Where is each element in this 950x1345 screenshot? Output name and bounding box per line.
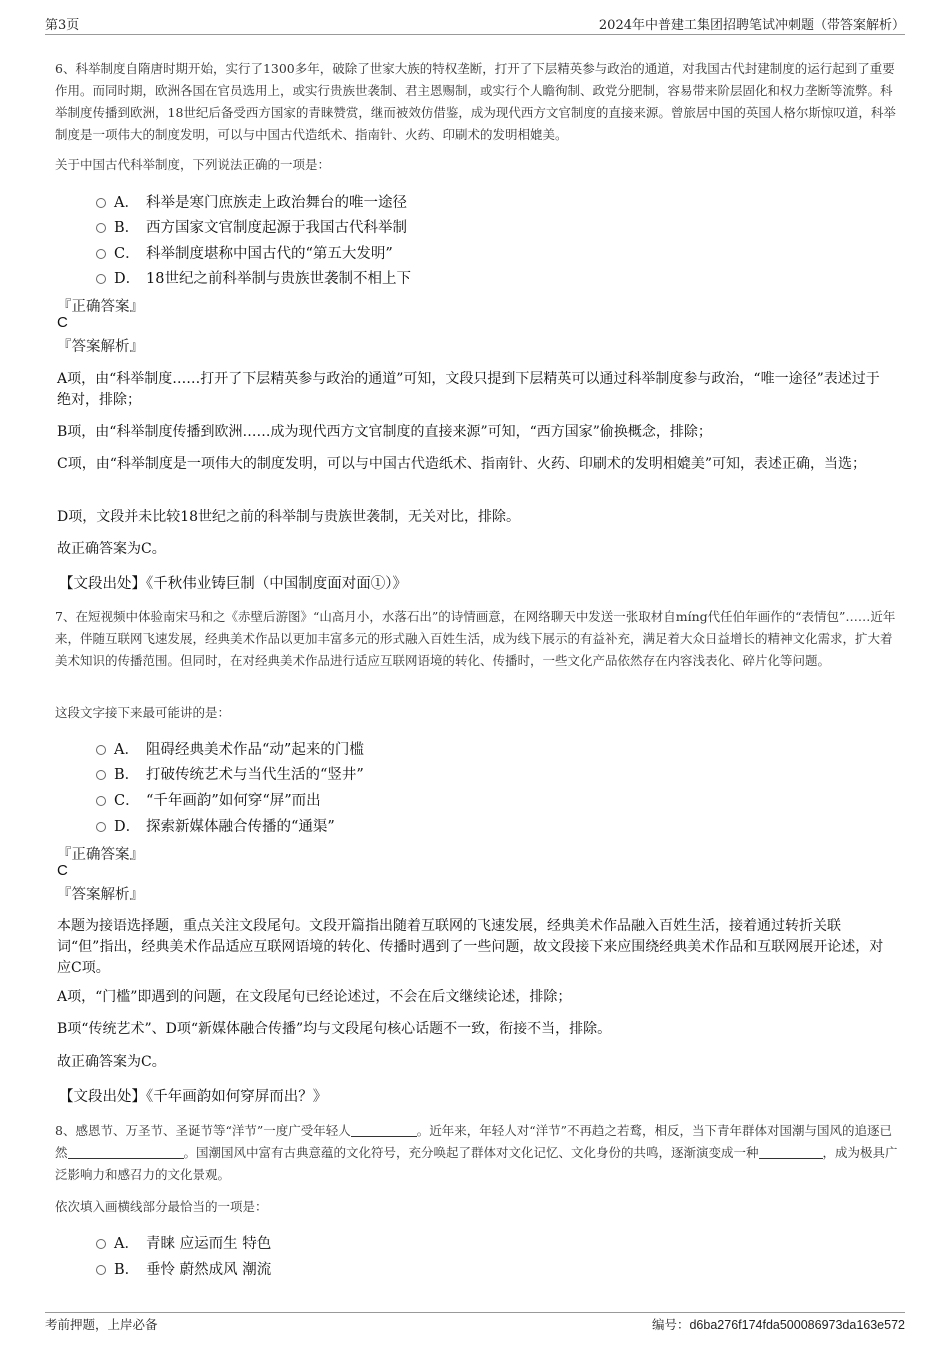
q6-analysis-a: A项，由“科举制度……打开了下层精英参与政治的通道”可知，文段只提到下层精英可以通过科举制度参与政治，“唯一途径”表述过于绝对，排除； bbox=[57, 371, 880, 408]
blank-3[interactable] bbox=[759, 1145, 823, 1159]
q6-analysis-label: 『答案解析』 bbox=[57, 339, 144, 355]
q7-analysis-main: 本题为接语选择题，重点关注文段尾句。文段开篇指出随着互联网的飞速发展，经典美术作品融入百姓生活，接着通过转折关联词“但”指出，经典美术作品适应互联网语境的转化、传播时遇到了一些问题，故文段接下来应围绕经典美术作品和互联网展开论述，对应C项。 bbox=[57, 918, 884, 976]
q7-analysis-a: A项，“门槛”即遇到的问题，在文段尾句已经论述过，不会在后文继续论述，排除； bbox=[57, 989, 572, 1005]
radio-icon[interactable] bbox=[96, 249, 106, 259]
q6-analysis-b: B项，由“科举制度传播到欧洲……成为现代西方文官制度的直接来源”可知，“西方国家”偷换概念，排除； bbox=[57, 424, 712, 440]
document-code: 编号：d6ba276f174fda500086973da163e572 bbox=[651, 1317, 905, 1332]
radio-icon[interactable] bbox=[96, 223, 106, 233]
blank-2[interactable] bbox=[68, 1145, 184, 1159]
q6-option-c[interactable]: C． 科举制度堪称中国古代的“第五大发明” bbox=[96, 242, 393, 263]
q6-analysis-d: D项，文段并未比较18世纪之前的科举制与贵族世袭制，无关对比，排除。 bbox=[57, 509, 521, 525]
footer-slogan: 考前押题，上岸必备 bbox=[45, 1317, 158, 1332]
q7-source: 【文段出处】《千年画韵如何穿屏而出？》 bbox=[59, 1089, 328, 1105]
page-header bbox=[45, 14, 905, 35]
q8-ask: 依次填入画横线部分最恰当的一项是： bbox=[55, 1199, 268, 1214]
q6-source: 【文段出处】《千秋伟业铸巨制（中国制度面对面①）》 bbox=[59, 576, 407, 592]
q6-option-b[interactable]: B． 西方国家文官制度起源于我国古代科举制 bbox=[96, 216, 407, 237]
q7-analysis-bd: B项“传统艺术”、D项“新媒体融合传播”均与文段尾句核心话题不一致，衔接不当，排除。 bbox=[57, 1021, 612, 1037]
q6-ask: 关于中国古代科举制度，下列说法正确的一项是： bbox=[55, 157, 331, 172]
q6-option-a[interactable]: A． 科举是寒门庶族走上政治舞台的唯一途径 bbox=[96, 191, 407, 212]
q7-answer-label: 『正确答案』 bbox=[57, 847, 144, 863]
radio-icon[interactable] bbox=[96, 1265, 106, 1275]
q7-option-c[interactable]: C． “千年画韵”如何穿“屏”而出 bbox=[96, 789, 321, 810]
q7-option-a[interactable]: A． 阻碍经典美术作品“动”起来的门槛 bbox=[96, 738, 364, 759]
radio-icon[interactable] bbox=[96, 822, 106, 832]
radio-icon[interactable] bbox=[96, 274, 106, 284]
q8-option-b[interactable]: B． 垂怜 蔚然成风 潮流 bbox=[96, 1258, 271, 1279]
radio-icon[interactable] bbox=[96, 745, 106, 755]
q6-stem: 6、科举制度自隋唐时期开始，实行了1300多年，破除了世家大族的特权垄断，打开了下层精英参与政治的通道，对我国古代封建制度的运行起到了重要作用。而同时期，欧洲各国在官员选用上，或实行贵族世袭制、君主恩赐制，或实行个人瞻徇制、政党分肥制，容易带来阶层固化和权力垄断等流弊。科举制度传播到欧洲，18世纪后备受西方国家的青睐赞赏，继而被效仿借鉴，成为现代西方文官制度的直接来源。曾旅居中国的英国人格尔斯惊叹道，科举制度是一项伟大的制度发明，可以与中国古代造纸术、指南针、火药、印刷术的发明相媲美。 bbox=[55, 61, 896, 142]
q8-option-a[interactable]: A． 青睐 应运而生 特色 bbox=[96, 1232, 271, 1253]
q7-option-b[interactable]: B． 打破传统艺术与当代生活的“竖井” bbox=[96, 763, 364, 784]
radio-icon[interactable] bbox=[96, 770, 106, 780]
q7-analysis-label: 『答案解析』 bbox=[57, 887, 144, 903]
document-title: 2024年中普建工集团招聘笔试冲刺题（带答案解析） bbox=[598, 18, 905, 33]
radio-icon[interactable] bbox=[96, 198, 106, 208]
q6-analysis-c: C项，由“科举制度是一项伟大的制度发明，可以与中国古代造纸术、指南针、火药、印刷术的发明相媲美”可知，表述正确，当选； bbox=[57, 456, 867, 472]
q7-stem: 7、在短视频中体验南宋马和之《赤壁后游图》“山高月小，水落石出”的诗情画意，在网络聊天中发送一张取材自míng代任伯年画作的“表情包”……近年来，伴随互联网飞速发展，经典美术作品以更加丰富多元的形式融入百姓生活，成为线下展示的有益补充，满足着大众日益增长的精神文化需求，扩大着美术知识的传播范围。但同时，在对经典美术作品进行适应互联网语境的转化、传播时，一些文化产品依然存在内容浅表化、碎片化等问题。 bbox=[55, 609, 896, 668]
q7-ask: 这段文字接下来最可能讲的是： bbox=[55, 705, 231, 720]
q7-conclusion: 故正确答案为C。 bbox=[57, 1054, 166, 1070]
page-footer bbox=[45, 1312, 905, 1332]
q8-stem: 8、感恩节、万圣节、圣诞节等“洋节”一度广受年轻人 。近年来，年轻人对“洋节”不再趋之若鹜，相反，当下青年群体对国潮与国风的追逐已然 。国潮国风中富有古典意蕴的文化符号，充分唤起了群体对文化记忆、文化身份的共鸣，逐渐演变成一种 ，成为极具广泛影响力和感召力的文化景观。 bbox=[55, 1123, 898, 1182]
q7-option-d[interactable]: D． 探索新媒体融合传播的“通渠” bbox=[96, 815, 335, 836]
q6-answer: C bbox=[57, 314, 68, 331]
q6-conclusion: 故正确答案为C。 bbox=[57, 541, 166, 557]
blank-1[interactable] bbox=[351, 1123, 417, 1137]
q6-option-d[interactable]: D． 18世纪之前科举制与贵族世袭制不相上下 bbox=[96, 267, 411, 288]
radio-icon[interactable] bbox=[96, 1239, 106, 1249]
q6-answer-label: 『正确答案』 bbox=[57, 299, 144, 315]
q7-answer: C bbox=[57, 862, 68, 879]
page-number: 第3页 bbox=[45, 18, 80, 33]
radio-icon[interactable] bbox=[96, 796, 106, 806]
